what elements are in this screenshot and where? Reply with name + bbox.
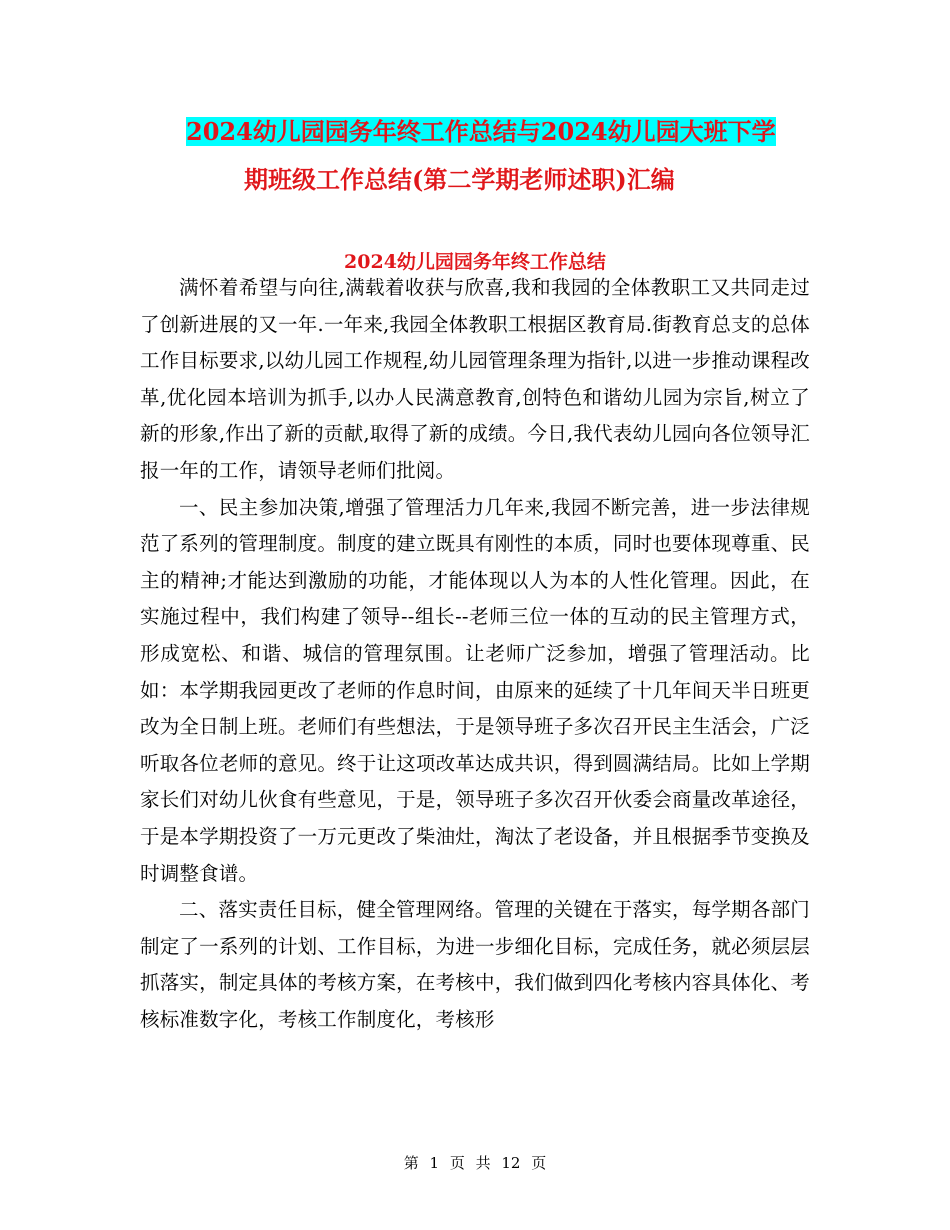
paragraph-intro: 满怀着希望与向往,满载着收获与欣喜,我和我园的全体教职工又共同走过了创新进展的又一年.一年来,我园全体教职工根据区教育局.街教育总支的总体工作目标要求,以幼儿园工作规程,幼儿园管理条理为指针,以进一步推动课程改革,优化园本培训为抓手,以办人民满意教育,创特色和谐幼儿园为宗旨,树立了新的形象,作出了新的贡献,取得了新的成绩。今日,我代表幼儿园向各位领导汇报一年的工作，请领导老师们批阅。 bbox=[140, 276, 810, 482]
document-title-line-2: 期班级工作总结(第二学期老师述职)汇编 bbox=[244, 165, 675, 194]
page-footer: 第 1 页 共 12 页 bbox=[403, 1154, 547, 1172]
section-title: 2024幼儿园园务年终工作总结 bbox=[344, 251, 606, 273]
document-body bbox=[140, 270, 810, 1038]
document-title-line-1: 2024幼儿园园务年终工作总结与2024幼儿园大班下学 bbox=[186, 117, 776, 146]
document-title bbox=[140, 108, 830, 204]
paragraph-section-1: 一、民主参加决策,增强了管理活力几年来,我园不断完善，进一步法律规范了系列的管理制度。制度的建立既具有刚性的本质，同时也要体现尊重、民主的精神;才能达到激励的功能，才能体现以人为本的人性化管理。因此，在实施过程中，我们构建了领导--组长--老师三位一体的互动的民主管理方式，形成宽松、和谐、城信的管理氛围。让老师广泛参加，增强了管理活动。比如：本学期我园更改了老师的作息时间，由原来的延续了十几年间天半日班更改为全日制上班。老师们有些想法，于是领导班子多次召开民主生活会，广泛听取各位老师的意见。终于让这项改革达成共识，得到圆满结局。比如上学期家长们对幼儿伙食有些意见，于是，领导班子多次召开伙委会商量改革途径，于是本学期投资了一万元更改了柴油灶，淘汰了老设备，并且根据季节变换及时调整食谱。 bbox=[140, 495, 810, 885]
paragraph-section-2: 二、落实责任目标，健全管理网络。管理的关键在于落实，每学期各部门制定了一系列的计划、工作目标，为进一步细化目标，完成任务，就必须层层抓落实，制定具体的考核方案，在考核中，我们做到四化考核内容具体化、考核标准数字化，考核工作制度化，考核形 bbox=[140, 898, 810, 1031]
